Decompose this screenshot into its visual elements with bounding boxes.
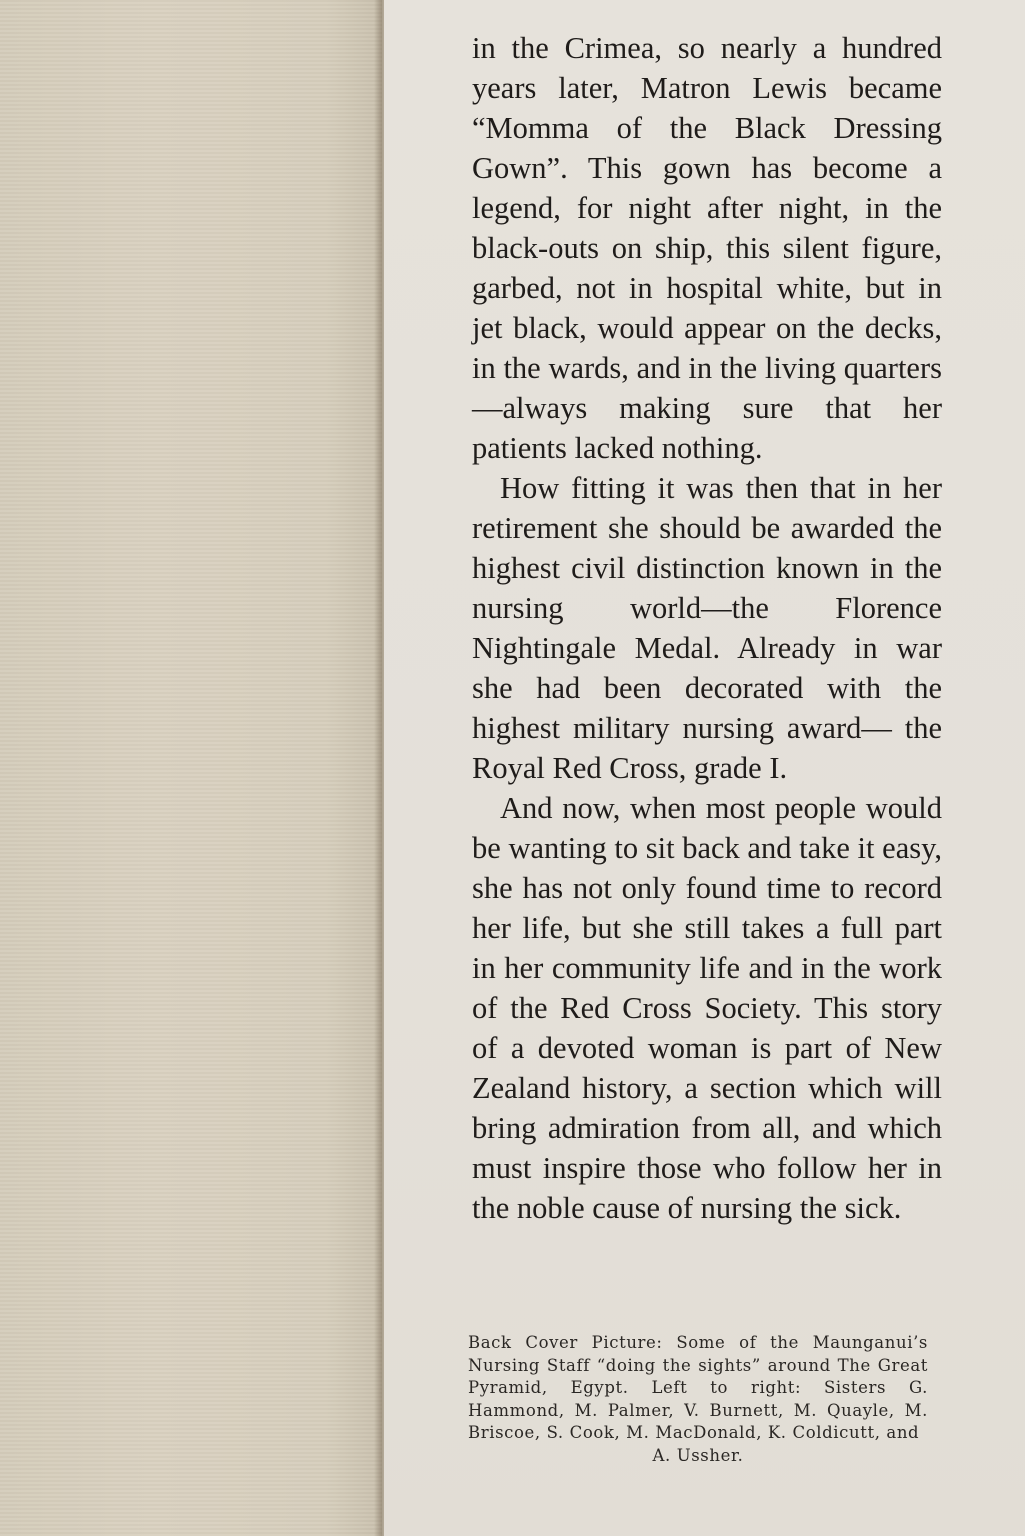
caption-main: Back Cover Picture: Some of the Maunganui’s Nursing Staff “doing the sights” around The Great Pyramid, Egypt. Left to right: Sisters G. Hammond, M. Palmer, V. Burnett, M. Quayle, M. Briscoe, S. Cook, M. MacDonald, K. Coldicutt, and [468,1333,928,1442]
back-cover-caption [468,1332,928,1467]
caption-last-line: A. Ussher. [652,1445,744,1465]
paragraph-3: And now, when most people would be wanting to sit back and take it easy, she has not only found time to record her life, but she still takes a full part in her community life and in the work of the Red Cross Society. This story of a devoted woman is part of New Zealand history, a section which will bring admiration from all, and which must inspire those who follow her in the noble cause of nursing the sick. [472,791,942,1225]
paragraph-1: in the Crimea, so nearly a hundred years later, Matron Lewis became “Momma of the Black Dressing Gown”. This gown has become a legend, for night after night, in the black-outs on ship, this silent figure, garbed, not in hospital white, but in jet black, would appear on the decks, in the wards, and in the living quarters—always making sure that her patients lacked nothing. [472,31,942,465]
dust-jacket-flap [384,0,1025,1536]
flap-body-text [472,28,942,1228]
left-cover-board [0,0,382,1536]
paragraph-2: How fitting it was then that in her retirement she should be awarded the highest civil distinction known in the nursing world—the Florence Nightingale Medal. Already in war she had been decorated with the highest military nursing award— the Royal Red Cross, grade I. [472,471,942,785]
